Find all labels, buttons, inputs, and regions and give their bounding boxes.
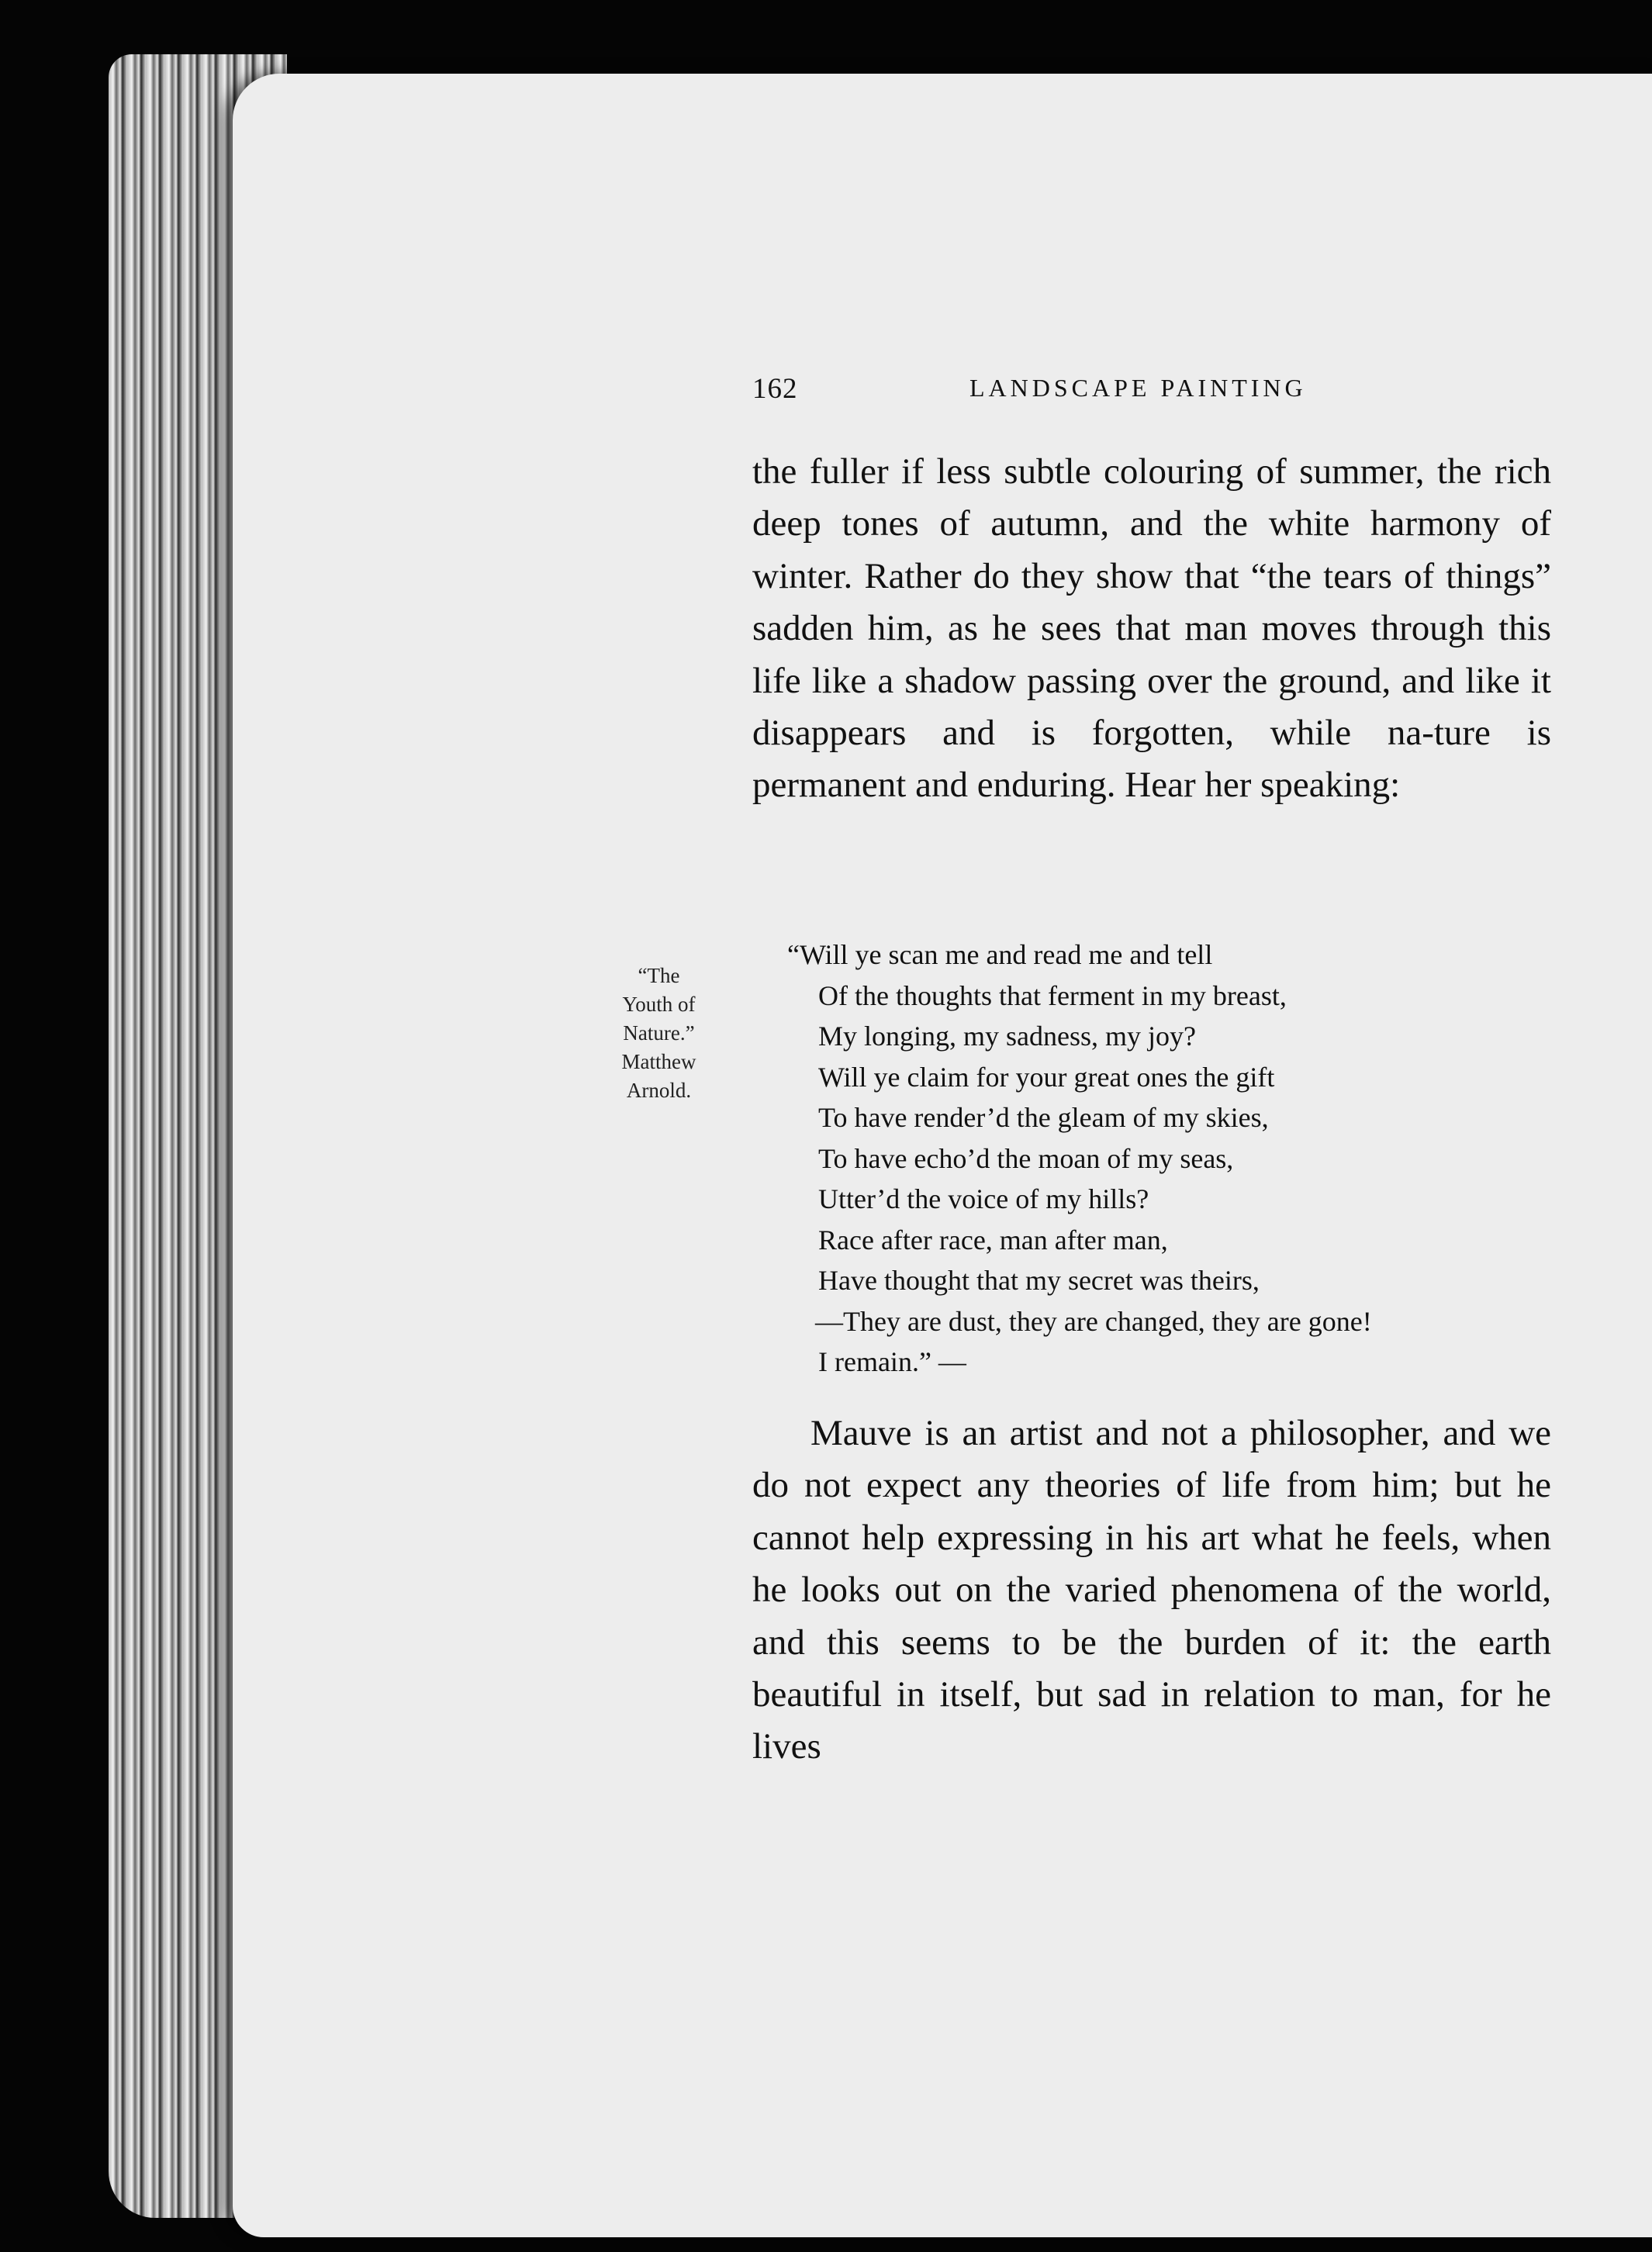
verse-line: My longing, my sadness, my joy? [818,1021,1196,1052]
verse-line: To have render’d the gleam of my skies, [818,1102,1269,1133]
verse-line: “Will ye scan me and read me and tell [787,939,1213,970]
verse-line: I remain.” — [818,1346,966,1377]
verse-line: Will ye claim for your great ones the gift [818,1061,1275,1093]
sidenote-citation [591,962,727,1105]
running-title: LANDSCAPE PAINTING [969,374,1307,402]
verse-line: Race after race, man after man, [818,1224,1168,1256]
sidenote-line: Matthew [621,1050,696,1073]
verse-line: Utter’d the voice of my hills? [818,1183,1149,1214]
paragraph-continued: the fuller if less subtle colouring of summer, the rich deep tones of autumn, and the white harmony of winter. Rather do they show that “the tears of things” sadden him, as he sees that man moves through this life like a shadow passing over the ground, and like it disappears and is forgotten, while na-ture is permanent and enduring. Hear her speaking: [752,451,1551,806]
sidenote-line: Arnold. [626,1079,692,1102]
paragraph-mauve: Mauve is an artist and not a philosopher, and we do not expect any theories of life from him; but he cannot help expressing in his art what he feels, when he looks out on the varied phenomena of the world, and this seems to be the burden of it: the earth beautiful in itself, but sad in relation to man, for he lives [752,1413,1551,1767]
sidenote-line: “The [638,964,680,987]
running-head [752,372,1551,419]
poem-quotation [787,934,1555,1383]
verse-line: —They are dust, they are changed, they are gone! [815,1305,1372,1337]
verse-line: Have thought that my secret was theirs, [818,1265,1260,1296]
verse-line: Of the thoughts that ferment in my breast, [818,979,1287,1011]
page-number: 162 [752,373,798,405]
sidenote-line: Youth of [622,993,696,1016]
verse-line: To have echo’d the moan of my seas, [818,1142,1234,1174]
sidenote-line: Nature.” [623,1021,695,1045]
